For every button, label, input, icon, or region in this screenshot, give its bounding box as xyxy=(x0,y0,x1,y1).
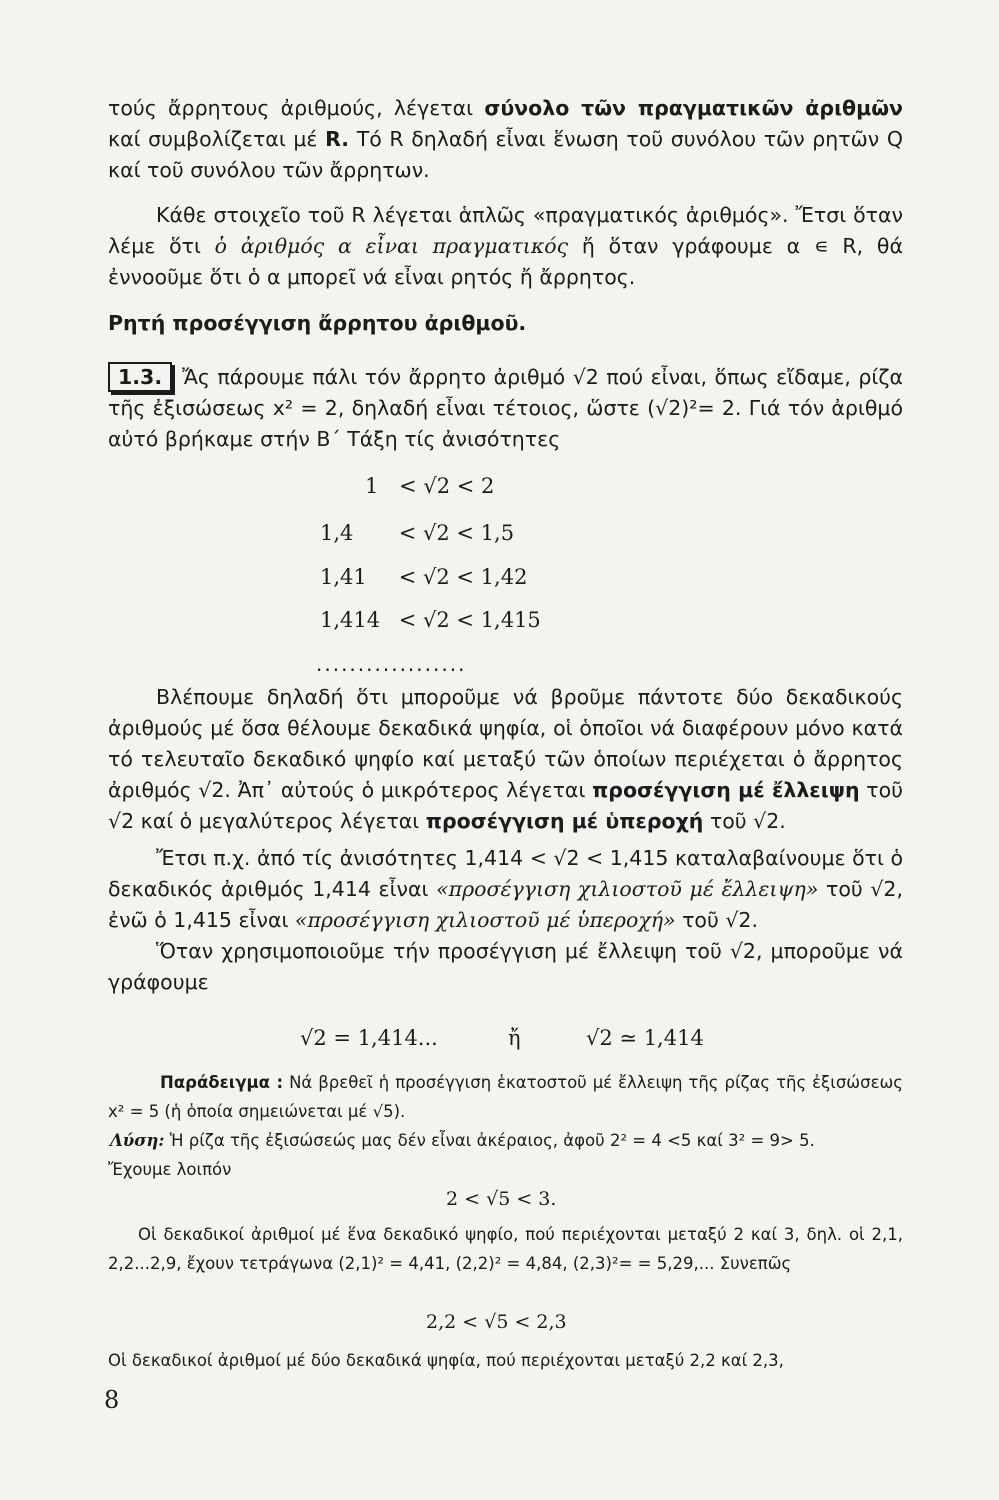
intro-text-3: Τό R δηλαδή εἶναι ἕνωση τοῦ συνόλου τῶν ρητῶν Q καί τοῦ συνόλου τῶν ἄρρητων. xyxy=(108,127,903,182)
decimal-paragraph-2 xyxy=(108,1346,903,1375)
para3-text-1: Βλέπουμε δηλαδή ὅτι μποροῦμε νά βροῦμε πάντοτε δύο δεκαδικούς ἀριθμούς μέ ὅσα θέλουμε δεκαδικά ψηφία, οἱ ὁποῖοι νά διαφέρουν μόνο κατά τό τελευταῖο δεκαδικό ψηφίο καί μεταξύ τῶν ὁποίων περιέχεται ὁ ἄρρητος ἀριθμός √2. Ἀπ᾽ αὐτούς ὁ μικρότερος λέγεται xyxy=(108,685,903,802)
real-numbers-term: σύνολο τῶν πραγματικῶν ἀριθμῶν xyxy=(484,96,904,120)
intro-text-1: τούς ἄρρητους ἀριθμούς, λέγεται xyxy=(108,96,485,120)
decimal-paragraph-1 xyxy=(108,1220,903,1278)
sqrt5-inequality: 2 < √5 < 3. xyxy=(446,1188,557,1210)
para5-text: Ὅταν χρησιμοποιοῦμε τήν προσέγγιση μέ ἔλλειψη τοῦ √2, μποροῦμε νά γράφουμε xyxy=(108,939,903,994)
para4-text-2: τοῦ √2, ἐνῶ ὁ 1,415 εἶναι xyxy=(108,877,903,932)
para2-text-2: ἤ ὅταν γράφουμε α ∊ R, θά ἐννοοῦμε ὅτι ὁ α μπορεῖ νά εἶναι ρητός ἤ ἄρρητος. xyxy=(108,234,903,289)
section-heading: Ρητή προσέγγιση ἄρρητου ἀριθμοῦ. xyxy=(108,311,527,335)
para3-text-3: τοῦ √2. xyxy=(703,809,786,833)
solution-text: Ἡ ρίζα τῆς ἐξισώσεώς μας δέν εἶναι ἀκέραιος, ἀφοῦ 2² = 4 <5 καί 3² = 9> 5. xyxy=(169,1131,815,1150)
ineq-mid: < √2 < xyxy=(398,565,474,589)
para4-italic-2: «προσέγγιση χιλιοστοῦ μέ ὑπεροχή» xyxy=(294,908,676,932)
ineq-mid: < √2 < xyxy=(398,521,474,545)
section-paragraph xyxy=(108,362,903,455)
set-symbol-R: R. xyxy=(325,127,350,151)
ineq-right: 2 xyxy=(481,474,495,498)
sqrt5-inequality-2: 2,2 < √5 < 2,3 xyxy=(426,1311,567,1333)
example-block xyxy=(108,1068,903,1184)
ineq-right: 1,5 xyxy=(480,521,515,545)
ineq-mid: < √2 < xyxy=(399,474,475,498)
ineq-left: 1,414 xyxy=(320,608,381,632)
continuation-dots: .................. xyxy=(316,652,467,676)
intro-text-2: καί συμβολίζεται μέ xyxy=(108,127,326,151)
ineq-left: 1,41 xyxy=(320,565,367,589)
deficit-term: προσέγγιση μέ ἔλλειψη xyxy=(592,778,860,802)
ineq-right: 1,415 xyxy=(480,608,541,632)
inequality-row xyxy=(320,608,541,632)
para2-italic: ὁ ἀριθμός α εἶναι πραγματικός xyxy=(214,234,569,258)
excess-term: προσέγγιση μέ ὑπεροχή xyxy=(425,809,704,833)
approximation-paragraph xyxy=(108,682,903,998)
section-text: Ἄς πάρουμε πάλι τόν ἄρρητο ἀριθμό √2 πού εἶναι, ὅπως εἴδαμε, ρίζα τῆς ἐξισώσεως x² = 2, δηλαδή εἶναι τέτοιος, ὥστε (√2)²= 2. Γιά τόν ἀριθμό αὐτό βρήκαμε στήν Β΄ Τάξη τίς ἀνισότητες xyxy=(108,365,903,451)
solution-line-2: Ἔχουμε λοιπόν xyxy=(108,1160,232,1179)
page-number: 8 xyxy=(104,1386,120,1414)
approx-formula-or: ἤ xyxy=(508,1026,521,1050)
para2-text-1: Κάθε στοιχεῖο τοῦ R λέγεται ἁπλῶς «πραγματικός ἀριθμός». Ἔτσι ὅταν λέμε ὅτι xyxy=(108,203,903,258)
ineq-right: 1,42 xyxy=(480,565,528,589)
intro-paragraph xyxy=(108,93,903,293)
para3-text-2: τοῦ √2 καί ὁ μεγαλύτερος λέγεται xyxy=(108,778,904,833)
para4-text-1: Ἔτσι π.χ. ἀπό τίς ἀνισότητες 1,414 < √2 < 1,415 καταλαβαίνουμε ὅτι ὁ δεκαδικός ἀριθμός 1,414 εἶναι xyxy=(108,846,903,901)
para7-text: Οἱ δεκαδικοί ἀριθμοί μέ δύο δεκαδικά ψηφία, πού περιέχονται μεταξύ 2,2 καί 2,3, xyxy=(108,1351,784,1370)
approx-formula-left: √2 = 1,414... xyxy=(300,1026,438,1050)
para4-text-3: τοῦ √2. xyxy=(675,908,758,932)
ineq-left: 1 xyxy=(365,474,379,498)
example-label: Παράδειγμα : xyxy=(160,1073,284,1092)
section-number: 1.3. xyxy=(108,362,172,392)
solution-label: Λύση: xyxy=(110,1131,165,1150)
ineq-mid: < √2 < xyxy=(398,608,474,632)
ineq-left: 1,4 xyxy=(320,521,354,545)
example-text: Νά βρεθεῖ ἡ προσέγγιση ἑκατοστοῦ μέ ἔλλειψη τῆς ρίζας τῆς ἐξισώσεως x² = 5 (ἡ ὁποία σημειώνεται μέ √5). xyxy=(108,1073,903,1121)
inequality-row xyxy=(320,565,527,589)
inequality-row xyxy=(365,474,494,498)
inequality-row xyxy=(320,521,514,545)
approx-formula-right: √2 ≃ 1,414 xyxy=(586,1026,704,1050)
para6-text: Οἱ δεκαδικοί ἀριθμοί μέ ἕνα δεκαδικό ψηφίο, πού περιέχονται μεταξύ 2 καί 3, δηλ. οἱ 2,1, 2,2...2,9, ἔχουν τετράγωνα (2,1)² = 4,41, (2,2)² = 4,84, (2,3)²= = 5,29,... Συνεπῶς xyxy=(108,1225,903,1273)
para4-italic-1: «προσέγγιση χιλιοστοῦ μέ ἔλλειψη» xyxy=(436,877,819,901)
